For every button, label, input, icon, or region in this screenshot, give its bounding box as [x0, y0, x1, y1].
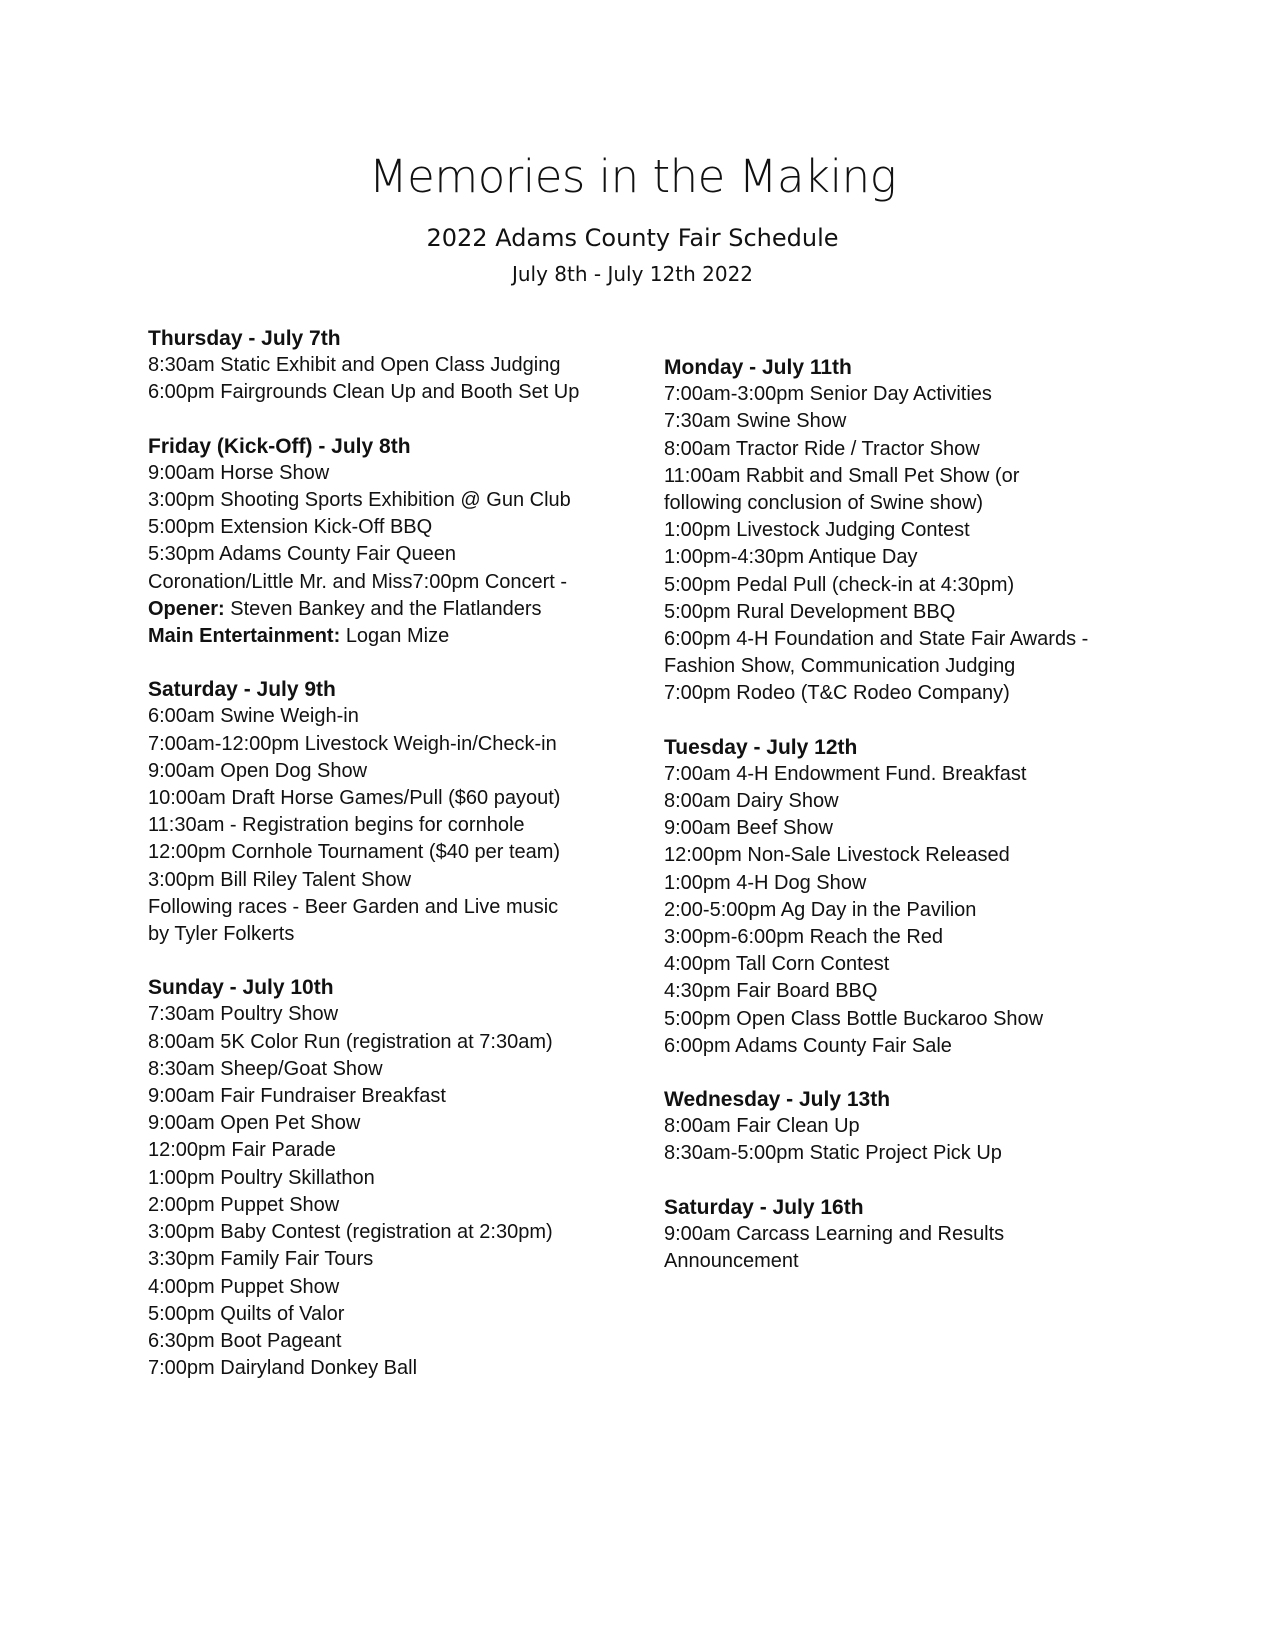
- day-section: [664, 354, 1134, 708]
- item-value: Steven Bankey and the Flatlanders: [230, 597, 542, 620]
- schedule-item: 8:30am Sheep/Goat Show: [148, 1057, 383, 1080]
- day-heading: Tuesday - July 12th: [664, 735, 858, 759]
- day-section: [664, 1194, 1134, 1276]
- day-section: [664, 1086, 1134, 1168]
- day-heading: Thursday - July 7th: [148, 327, 341, 350]
- page-subtitle: 2022 Adams County Fair Schedule: [426, 224, 839, 252]
- schedule-item: 8:00am Fair Clean Up: [664, 1115, 860, 1138]
- schedule-item: 3:00pm Baby Contest (registration at 2:30pm): [148, 1221, 553, 1244]
- schedule-item: 5:00pm Extension Kick-Off BBQ: [148, 516, 433, 539]
- schedule-item-labeled: [148, 623, 628, 650]
- schedule-item: 6:00am Swine Weigh-in: [148, 705, 359, 728]
- schedule-item: 7:00pm Rodeo (T&C Rodeo Company): [664, 682, 1010, 705]
- schedule-item: 8:00am 5K Color Run (registration at 7:30am): [148, 1030, 553, 1053]
- schedule-item: 5:00pm Pedal Pull (check-in at 4:30pm): [664, 573, 1015, 596]
- schedule-item: by Tyler Folkerts: [148, 923, 295, 946]
- schedule-left-column: [148, 325, 628, 1408]
- day-heading: Saturday - July 9th: [148, 678, 336, 702]
- schedule-item: 9:00am Fair Fundraiser Breakfast: [148, 1085, 446, 1108]
- schedule-item: 1:00pm 4-H Dog Show: [664, 871, 867, 894]
- day-heading: Monday - July 11th: [664, 356, 852, 379]
- schedule-item: Fashion Show, Communication Judging: [664, 655, 1016, 678]
- schedule-item: 5:00pm Rural Development BBQ: [664, 600, 956, 623]
- schedule-item: 7:00am-3:00pm Senior Day Activities: [664, 383, 992, 406]
- schedule-item: 12:00pm Fair Parade: [148, 1139, 336, 1162]
- schedule-item: 11:30am - Registration begins for cornhole: [148, 814, 525, 837]
- schedule-item: 7:00am 4-H Endowment Fund. Breakfast: [664, 762, 1027, 785]
- schedule-item: 9:00am Horse Show: [148, 461, 330, 484]
- schedule-item: 9:00am Carcass Learning and Results: [664, 1222, 1005, 1245]
- schedule-item: 8:00am Tractor Ride / Tractor Show: [664, 437, 980, 460]
- schedule-item: 10:00am Draft Horse Games/Pull ($60 payout): [148, 787, 561, 810]
- schedule-item: Announcement: [664, 1250, 799, 1273]
- day-heading: Saturday - July 16th: [664, 1195, 864, 1219]
- schedule-item: 3:00pm Shooting Sports Exhibition @ Gun Club: [148, 489, 571, 512]
- schedule-item: Coronation/Little Mr. and Miss7:00pm Concert -: [148, 570, 568, 593]
- schedule-item: 3:00pm Bill Riley Talent Show: [148, 868, 412, 891]
- day-heading: Friday (Kick-Off) - July 8th: [148, 434, 411, 458]
- schedule-item: 11:00am Rabbit and Small Pet Show (or: [664, 464, 1020, 487]
- schedule-item: 8:30am Static Exhibit and Open Class Judging: [148, 354, 561, 377]
- schedule-item: 1:00pm-4:30pm Antique Day: [664, 546, 918, 569]
- page-title: Memories in the Making: [368, 150, 897, 203]
- item-value: Logan Mize: [345, 625, 450, 648]
- schedule-item: 6:30pm Boot Pageant: [148, 1329, 342, 1352]
- schedule-item: 12:00pm Cornhole Tournament ($40 per team): [148, 841, 561, 864]
- schedule-item: 1:00pm Poultry Skillathon: [148, 1166, 375, 1189]
- day-section: [148, 433, 628, 651]
- schedule-item: 5:00pm Quilts of Valor: [148, 1302, 345, 1325]
- schedule-item: 2:00-5:00pm Ag Day in the Pavilion: [664, 898, 977, 921]
- day-heading: Sunday - July 10th: [148, 976, 334, 1000]
- schedule-item: Following races - Beer Garden and Live music: [148, 895, 559, 918]
- item-label: Opener:: [148, 597, 225, 620]
- schedule-item: 6:00pm Adams County Fair Sale: [664, 1034, 952, 1057]
- schedule-item: following conclusion of Swine show): [664, 492, 984, 515]
- schedule-item: 5:30pm Adams County Fair Queen: [148, 543, 456, 566]
- schedule-item: 3:30pm Family Fair Tours: [148, 1248, 374, 1271]
- day-section: [148, 325, 628, 407]
- schedule-item: 4:00pm Tall Corn Contest: [664, 953, 890, 976]
- schedule-item-labeled: [148, 596, 628, 623]
- day-heading: Wednesday - July 13th: [664, 1088, 891, 1112]
- schedule-item: 7:30am Swine Show: [664, 410, 847, 433]
- schedule-item: 8:30am-5:00pm Static Project Pick Up: [664, 1142, 1002, 1165]
- schedule-item: 6:00pm Fairgrounds Clean Up and Booth Set Up: [148, 381, 580, 404]
- schedule-item: 4:00pm Puppet Show: [148, 1275, 340, 1298]
- schedule-item: 7:30am Poultry Show: [148, 1003, 339, 1026]
- schedule-item: 4:30pm Fair Board BBQ: [664, 980, 878, 1003]
- schedule-item: 8:00am Dairy Show: [664, 790, 839, 813]
- schedule-item: 9:00am Beef Show: [664, 817, 833, 840]
- item-label: Main Entertainment:: [148, 625, 341, 648]
- schedule-item: 2:00pm Puppet Show: [148, 1193, 340, 1216]
- day-section: [664, 734, 1134, 1060]
- schedule-item: 5:00pm Open Class Bottle Buckaroo Show: [664, 1007, 1044, 1030]
- schedule-item: 1:00pm Livestock Judging Contest: [664, 519, 970, 542]
- schedule-item: 3:00pm-6:00pm Reach the Red: [664, 926, 944, 949]
- day-section: [148, 676, 628, 948]
- schedule-item: 9:00am Open Pet Show: [148, 1112, 361, 1135]
- schedule-right-column: [664, 354, 1134, 1301]
- schedule-item: 6:00pm 4-H Foundation and State Fair Awards -: [664, 628, 1089, 651]
- schedule-item: 9:00am Open Dog Show: [148, 759, 368, 782]
- schedule-item: 12:00pm Non-Sale Livestock Released: [664, 844, 1010, 867]
- schedule-item: 7:00pm Dairyland Donkey Ball: [148, 1357, 418, 1380]
- schedule-item: 7:00am-12:00pm Livestock Weigh-in/Check-in: [148, 732, 557, 755]
- day-section: [148, 974, 628, 1382]
- fair-dates: July 8th - July 12th 2022: [511, 262, 754, 286]
